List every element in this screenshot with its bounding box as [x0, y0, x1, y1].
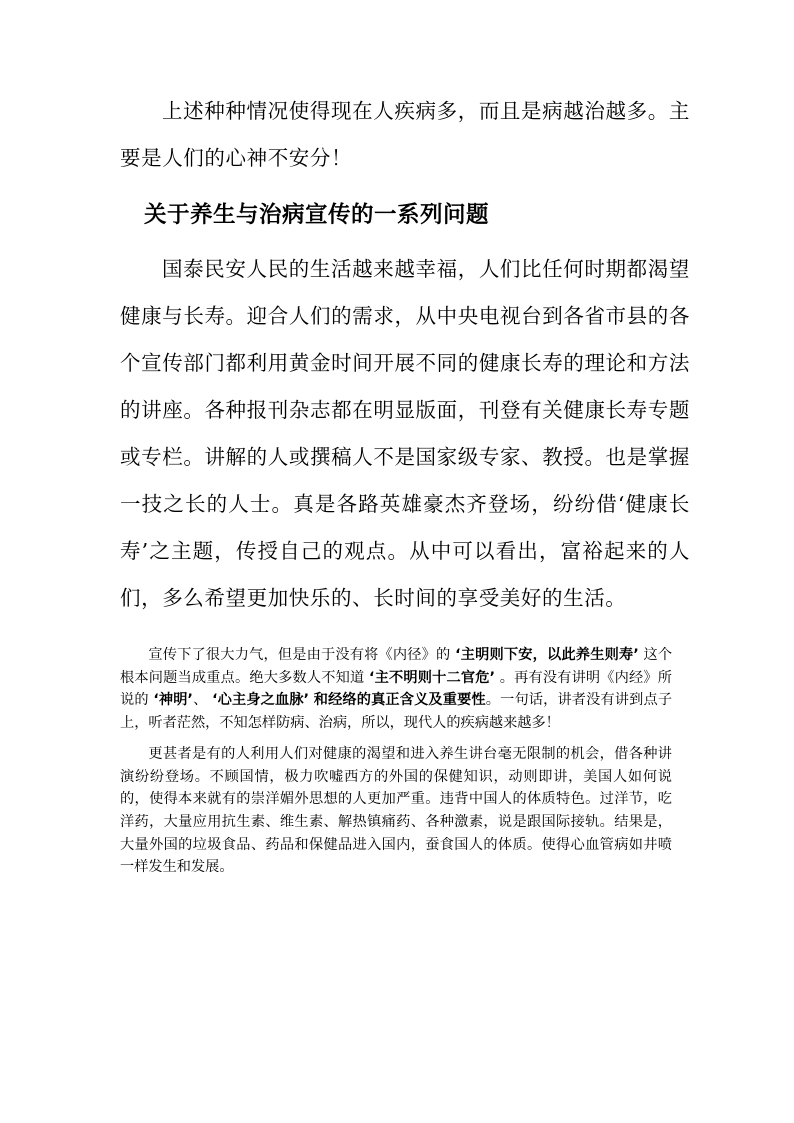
section-heading: 关于养生与治病宣传的一系列问题 — [144, 202, 490, 228]
note-paragraph-1 — [120, 644, 672, 735]
plain-text: 这个根本问题当成重点。绝大多数人不知道 — [120, 647, 673, 686]
plain-text: 、 — [192, 692, 213, 709]
note-paragraph-2 — [120, 743, 672, 879]
body-paragraph-2: 国泰民安人民的生活越来越幸福，人们比任何时期都渴望健康与长寿。迎合人们的需求，从中央电视台到各省市县的各个宣传部门都利用黄金时间开展不同的健康长寿的理论和方法的讲座。各种报刊杂志都在明显版面，刊登有关健康长寿专题或专栏。讲解的人或撰稿人不是国家级专家、教授。也是掌握一技之长的人士。真是各路英雄豪杰齐登场，纷纷借‘健康长寿’之主题，传授自己的观点。从中可以看出，富裕起来的人们，多么希望更加快乐的、长时间的享受美好的生活。 — [120, 257, 690, 610]
emphasis-text: ‘心主身之血脉’ — [212, 692, 310, 709]
plain-text: 宣传下了很大力气，但是由于没有将《内径》的 — [148, 647, 456, 663]
emphasis-text: ‘主不明则十二官危’ — [369, 669, 495, 686]
notes-block — [120, 644, 690, 879]
document-content — [120, 88, 690, 881]
emphasis-text: ‘主明则下安，以此养生则寿’ — [455, 647, 639, 663]
emphasis-text: ‘神明’ — [153, 692, 193, 709]
body-paragraph-1: 上述种种情况使得现在人疾病多，而且是病越治越多。主要是人们的心神不安分！ — [120, 99, 690, 170]
plain-text: 更甚者是有的人利用人们对健康的渴望和进入养生讲台毫无限制的机会，借各种讲演纷纷登场。不顾国情，极力吹嘘西方的外国的保健知识，动则即讲，美国人如何说的，使得本来就有的崇洋媚外思想的人更加严重。违背中国人的体质特色。过洋节，吃洋药，大量应用抗生素、维生素、解热镇痛药、各种激素，说是跟国际接轨。结果是，大量外国的垃圾食品、药品和保健品进入国内，蚕食国人的体质。使得心血管病如井喷一样发生和发展。 — [120, 745, 672, 876]
plain-text: 。再有没有讲明《内经》所说的 — [120, 669, 672, 709]
plain-text: 。一句话，讲者没有讲到点子上，听者茫然，不知怎样防病、治病，所以，现代人的疾病越来越多！ — [120, 692, 673, 732]
emphasis-text: 和经络的真正含义及重要性 — [313, 692, 486, 709]
